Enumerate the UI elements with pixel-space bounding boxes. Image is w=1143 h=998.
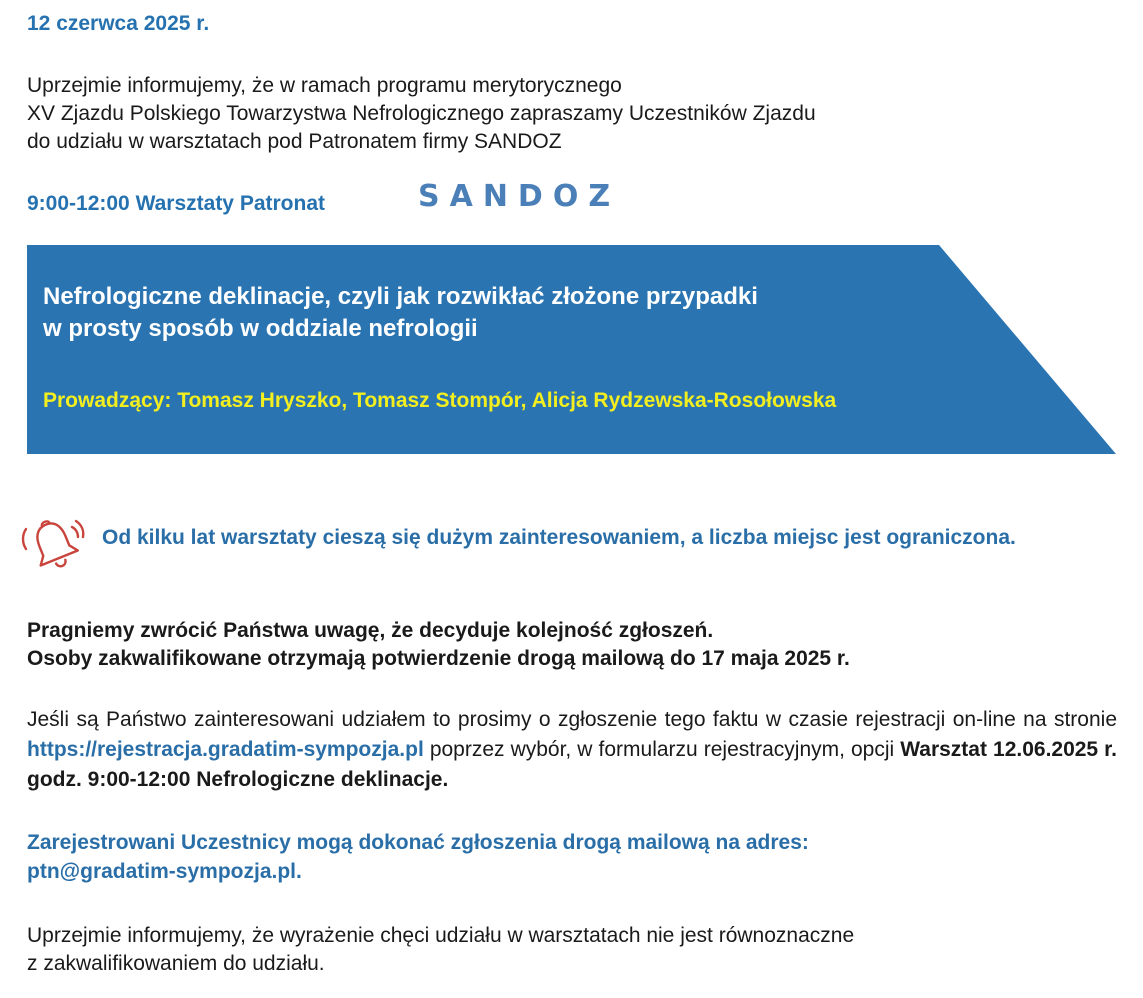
workshop-title bbox=[43, 281, 758, 345]
banner-arrow-shape bbox=[27, 245, 1116, 454]
workshop-title-line: Nefrologiczne deklinacje, czyli jak rozwikłać złożone przypadki bbox=[43, 283, 758, 310]
registration-text: Jeśli są Państwo zainteresowani udziałem to prosimy o zgłoszenie tego faktu w czasie rejestracji on-line na stronie bbox=[27, 708, 1117, 731]
event-date: 12 czerwca 2025 r. bbox=[27, 12, 210, 35]
closing-line: Uprzejmie informujemy, że wyrażenie chęci udziału w warsztatach nie jest równoznaczne bbox=[27, 924, 855, 947]
intro-line: XV Zjazdu Polskiego Towarzystwa Nefrologicznego zapraszamy Uczestników Zjazdu bbox=[27, 102, 816, 125]
email-paragraph bbox=[27, 828, 1117, 886]
registration-paragraph bbox=[27, 705, 1117, 795]
registration-option: Warsztat 12.06.2025 r. godz. 9:00-12:00 Nefrologiczne deklinacje. bbox=[27, 738, 1118, 791]
bell-icon bbox=[20, 515, 88, 579]
intro-line: Uprzejmie informujemy, że w ramach programu merytorycznego bbox=[27, 74, 622, 97]
closing-line: z zakwalifikowaniem do udziału. bbox=[27, 952, 325, 975]
email-instruction: Zarejestrowani Uczestnicy mogą dokonać zgłoszenia drogą mailową na adres: bbox=[27, 831, 809, 854]
session-time-label: 9:00-12:00 Warsztaty Patronat bbox=[27, 192, 325, 215]
attention-line: Pragniemy zwrócić Państwa uwagę, że decyduje kolejność zgłoszeń. bbox=[27, 619, 714, 642]
closing-paragraph bbox=[27, 922, 854, 978]
attention-line: Osoby zakwalifikowane otrzymają potwierdzenie drogą mailową do 17 maja 2025 r. bbox=[27, 647, 850, 670]
email-address-link[interactable]: ptn@gradatim-sympozja.pl. bbox=[27, 860, 302, 883]
registration-text: poprzez wybór, w formularzu rejestracyjnym, opcji bbox=[423, 738, 901, 761]
intro-line: do udziału w warsztatach pod Patronatem firmy SANDOZ bbox=[27, 130, 562, 153]
registration-link[interactable]: https://rejestracja.gradatim-sympozja.pl bbox=[27, 738, 424, 761]
intro-paragraph bbox=[27, 72, 816, 156]
workshop-leaders: Prowadzący: Tomasz Hryszko, Tomasz Stompór, Alicja Rydzewska-Rosołowska bbox=[43, 389, 837, 412]
workshop-banner bbox=[27, 245, 1116, 454]
workshop-title-line: w prosty sposób w oddziale nefrologii bbox=[43, 315, 478, 342]
sandoz-logo: SANDOZ bbox=[418, 179, 621, 214]
attention-paragraph bbox=[27, 617, 850, 673]
interest-notice: Od kilku lat warsztaty cieszą się dużym zainteresowaniem, a liczba miejsc jest ograniczona. bbox=[102, 526, 1016, 549]
